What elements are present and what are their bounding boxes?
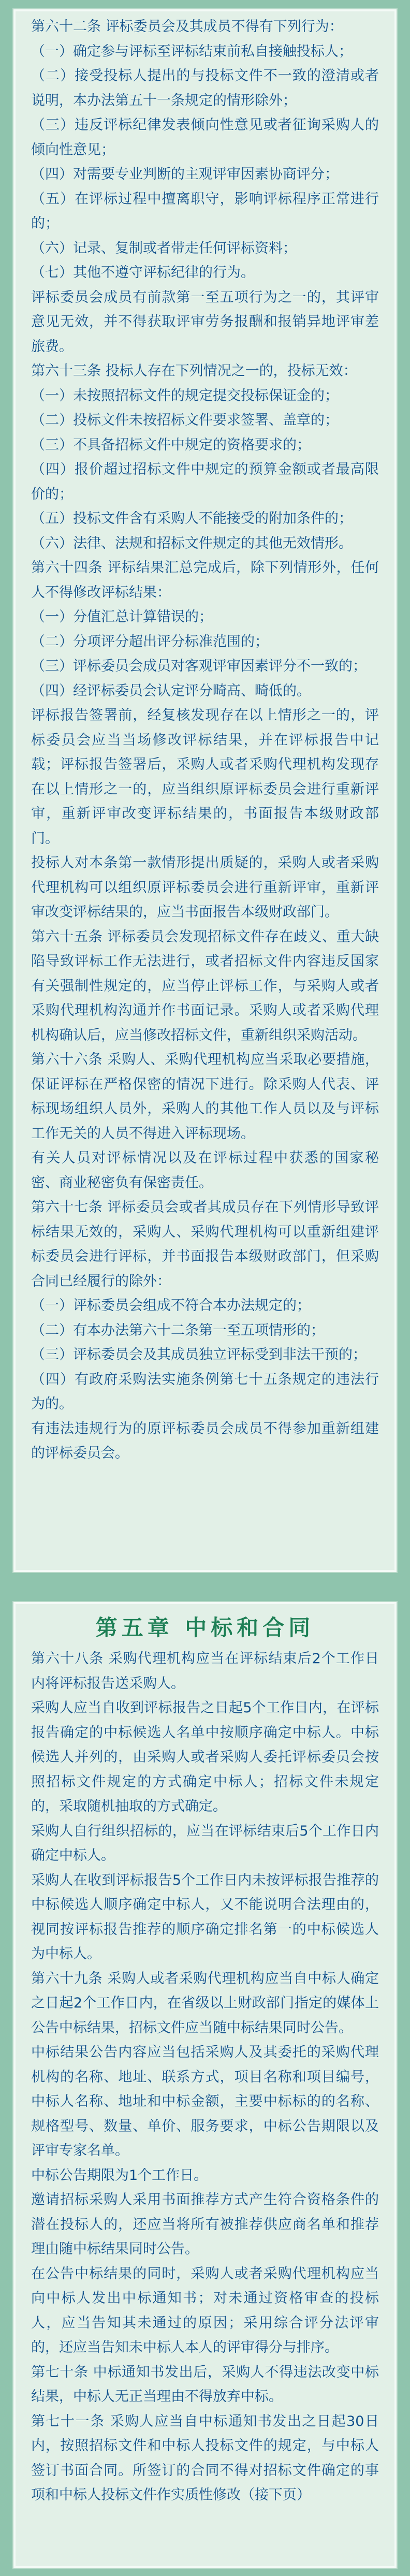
paragraph: （三）评标委员会及其成员独立评标受到非法干预的；: [31, 1347, 367, 1363]
paragraph: （四）对需要专业判断的主观评审因素协商评分；: [31, 166, 339, 182]
paragraph: （五）在评标过程中擅离职守，影响评标程序正常进行的；: [31, 191, 379, 231]
paragraph: 第七十条 中标通知书发出后，采购人不得违法改变中标结果，中标人无正当理由不得放弃中标。: [31, 2364, 379, 2405]
paragraph: 评标委员会成员有前款第一至五项行为之一的，其评审意见无效，并不得获取评审劳务报酬和报销异地评审差旅费。: [31, 289, 379, 355]
paragraph: 第七十一条 采购人应当自中标通知书发出之日起30日内，按照招标文件和中标人投标文件的规定，与中标人签订书面合同。所签订的合同不得对招标文件确定的事项和中标人投标文件作实质性修改（接下页）: [31, 2413, 379, 2503]
paragraph: （四）经评标委员会认定评分畸高、畸低的。: [31, 682, 311, 699]
paragraph: 第六十八条 采购代理机构应当在评标结束后2个工作日内将评标报告送采购人。: [31, 1651, 379, 1692]
paragraph: （三）不具备招标文件中规定的资格要求的；: [31, 436, 311, 453]
paragraph: （一）评标委员会组成不符合本办法规定的；: [31, 1298, 311, 1314]
paragraph: 投标人对本条第一款情形提出质疑的，采购人或者采购代理机构可以组织原评标委员会进行重新评审，重新评审改变评标结果的，应当书面报告本级财政部门。: [31, 855, 379, 920]
paragraph: 第六十二条 评标委员会及其成员不得有下列行为：: [31, 19, 343, 35]
paragraph: 采购人在收到评标报告5个工作日内未按评标报告推荐的中标候选人顺序确定中标人，又不能说明合法理由的，视同按评标报告推荐的顺序确定排名第一的中标候选人为中标人。: [31, 1872, 379, 1962]
paragraph: 有关人员对评标情况以及在评标过程中获悉的国家秘密、商业秘密负有保密责任。: [31, 1150, 379, 1191]
paragraph: 采购人自行组织招标的，应当在评标结束后5个工作日内确定中标人。: [31, 1823, 379, 1864]
paragraph: （二）分项评分超出评分标准范围的；: [31, 633, 269, 650]
paragraph: 采购人应当自收到评标报告之日起5个工作日内，在评标报告确定的中标候选人名单中按顺序确定中标人。中标候选人并列的，由采购人或者采购人委托评标委员会按照招标文件规定的方式确定中标人；招标文件未规定的，采取随机抽取的方式确定。: [31, 1700, 379, 1814]
paragraph: 第六十四条 评标结果汇总完成后，除下列情形外，任何人不得修改评标结果：: [31, 560, 379, 601]
paragraph: （六）法律、法规和招标文件规定的其他无效情形。: [31, 535, 353, 551]
chapter-5-panel: [13, 1602, 397, 2568]
paragraph: （一）分值汇总计算错误的；: [31, 609, 213, 625]
paragraph: 在公告中标结果的同时，采购人或者采购代理机构应当向中标人发出中标通知书；对未通过资格审查的投标人，应当告知其未通过的原因；采用综合评分法评审的，还应当告知未中标人本人的评审得分与排序。: [31, 2265, 379, 2355]
paragraph: （三）违反评标纪律发表倾向性意见或者征询采购人的倾向性意见；: [31, 117, 379, 158]
chapter-title: 第五章 中标和合同: [95, 1615, 315, 1641]
paragraph: 中标结果公告内容应当包括采购人及其委托的采购代理机构的名称、地址、联系方式，项目名称和项目编号，中标人名称、地址和中标金额，主要中标标的的名称、规格型号、数量、单价、服务要求，中标公告期限以及评审专家名单。: [31, 2044, 379, 2159]
paragraph: （六）记录、复制或者带走任何评标资料；: [31, 240, 297, 256]
paragraph: 邀请招标采购人采用书面推荐方式产生符合资格条件的潜在投标人的，还应当将所有被推荐供应商名单和推荐理由随中标结果同时公告。: [31, 2192, 379, 2257]
paragraph: （五）投标文件含有采购人不能接受的附加条件的；: [31, 511, 353, 527]
paragraph: 第六十六条 采购人、采购代理机构应当采取必要措施，保证评标在严格保密的情况下进行。除采购人代表、评标现场组织人员外，采购人的其他工作人员以及与评标工作无关的人员不得进入评标现场。: [31, 1052, 379, 1142]
paragraph: 第六十三条 投标人存在下列情况之一的，投标无效：: [31, 363, 357, 379]
paragraph: （七）其他不遵守评标纪律的行为。: [31, 265, 255, 281]
paragraph: （二）有本办法第六十二条第一至五项情形的；: [31, 1322, 325, 1338]
paragraph: （一）未按照招标文件的规定提交投标保证金的；: [31, 387, 339, 404]
paragraph: （四）有政府采购法实施条例第七十五条规定的违法行为的。: [31, 1371, 379, 1412]
paragraph: 中标公告期限为1个工作日。: [31, 2167, 208, 2184]
paragraph: （二）投标文件未按招标文件要求签署、盖章的；: [31, 412, 339, 428]
paragraph: 第六十七条 评标委员会或者其成员存在下列情形导致评标结果无效的，采购人、采购代理机构可以重新组建评标委员会进行评标，并书面报告本级财政部门，但采购合同已经履行的除外：: [31, 1199, 379, 1289]
articles-62-67-text: [31, 14, 379, 1466]
paragraph: 评标报告签署前，经复核发现存在以上情形之一的，评标委员会应当当场修改评标结果，并在评标报告中记载；评标报告签署后，采购人或者采购代理机构发现存在以上情形之一的，应当组织原评标委员会进行重新评审，重新评审改变评标结果的，书面报告本级财政部门。: [31, 707, 379, 847]
paragraph: （二）接受投标人提出的与投标文件不一致的澄清或者说明，本办法第五十一条规定的情形除外；: [31, 68, 379, 109]
paragraph: （一）确定参与评标至评标结束前私自接触投标人；: [31, 43, 353, 60]
paragraph: 第六十五条 评标委员会发现招标文件存在歧义、重大缺陷导致评标工作无法进行，或者招标文件内容违反国家有关强制性规定的，应当停止评标工作，与采购人或者采购代理机构沟通并作书面记录。采购人或者采购代理机构确认后，应当修改招标文件，重新组织采购活动。: [31, 928, 379, 1043]
paragraph: 第六十九条 采购人或者采购代理机构应当自中标人确定之日起2个工作日内，在省级以上财政部门指定的媒体上公告中标结果，招标文件应当随中标结果同时公告。: [31, 1970, 379, 2036]
paragraph: 有违法违规行为的原评标委员会成员不得参加重新组建的评标委员会。: [31, 1420, 379, 1461]
paragraph: （三）评标委员会成员对客观评审因素评分不一致的；: [31, 658, 367, 674]
paragraph: （四）报价超过招标文件中规定的预算金额或者最高限价的；: [31, 461, 379, 502]
articles-62-67-panel: [13, 9, 397, 1572]
chapter-5-text: [31, 1647, 379, 2508]
chapter-heading: [31, 1611, 379, 1644]
